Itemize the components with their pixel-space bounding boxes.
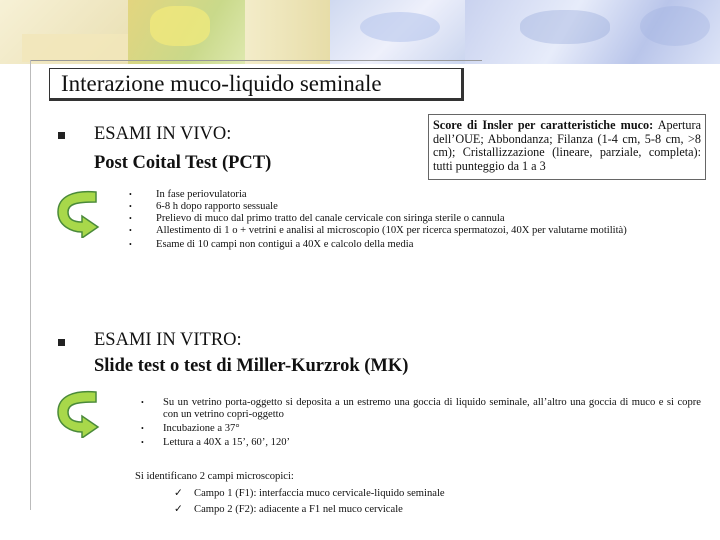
list-item: ✓ Campo 2 (F2): adiacente a F1 nel muco cervicale bbox=[174, 502, 445, 518]
dot-bullet-icon: • bbox=[129, 214, 132, 223]
list-item: • Prelievo di muco dal primo tratto del canale cervicale con siringa sterile o cannula bbox=[129, 213, 505, 224]
dot-bullet-icon: • bbox=[129, 226, 132, 235]
square-bullet-icon bbox=[58, 339, 65, 346]
header-collage bbox=[0, 0, 720, 64]
dot-bullet-icon: • bbox=[141, 398, 144, 407]
list-item: • Incubazione a 37° bbox=[141, 423, 240, 434]
section1-subheading: Post Coital Test (PCT) bbox=[94, 153, 272, 173]
fields-list bbox=[174, 486, 445, 518]
list-item: • In fase periovulatoria bbox=[129, 189, 247, 200]
u-turn-arrow-icon bbox=[52, 182, 102, 238]
square-bullet-icon bbox=[58, 132, 65, 139]
frame-line-top bbox=[30, 60, 482, 61]
list-item: • Su un vetrino porta-oggetto si deposita a un estremo una goccia di liquido seminale, all’altro una goccia di muco e si copre con un vetrino copri-oggetto bbox=[141, 397, 701, 420]
dot-bullet-icon: • bbox=[129, 240, 132, 249]
fields-intro: Si identificano 2 campi microscopici: bbox=[135, 471, 294, 482]
section2-heading: ESAMI IN VITRO: bbox=[94, 330, 242, 350]
note-bold: Score di Insler per caratteristiche muco: bbox=[433, 118, 654, 132]
check-mark-icon: ✓ bbox=[174, 488, 183, 499]
note-text: Apertura dell’OUE; Abbondanza; Filanza (1-4 cm, 5-8 cm, >8 cm); Cristallizzazione (lineare, parziale, completa): tutti punteggio da 1 a 3 bbox=[433, 118, 701, 173]
list-item: • Esame di 10 campi non contigui a 40X e calcolo della media bbox=[129, 239, 414, 250]
u-turn-arrow-icon bbox=[52, 382, 102, 438]
dot-bullet-icon: • bbox=[141, 424, 144, 433]
list-item: ✓ Campo 1 (F1): interfaccia muco cervicale-liquido seminale bbox=[174, 486, 445, 502]
section1-bullets bbox=[129, 189, 676, 251]
insler-score-note bbox=[428, 114, 706, 180]
dot-bullet-icon: • bbox=[129, 190, 132, 199]
list-item: • Lettura a 40X a 15’, 60’, 120’ bbox=[141, 437, 291, 448]
dot-bullet-icon: • bbox=[129, 202, 132, 211]
section2-subheading: Slide test o test di Miller-Kurzrok (MK) bbox=[94, 356, 409, 376]
frame-line-left bbox=[30, 60, 31, 510]
dot-bullet-icon: • bbox=[141, 438, 144, 447]
slide-title: Interazione muco-liquido seminale bbox=[49, 68, 464, 101]
section1-heading: ESAMI IN VIVO: bbox=[94, 124, 232, 144]
check-mark-icon: ✓ bbox=[174, 504, 183, 515]
section2-bullets bbox=[141, 397, 701, 449]
list-item: • 6-8 h dopo rapporto sessuale bbox=[129, 201, 278, 212]
list-item: • Allestimento di 1 o + vetrini e analisi al microscopio (10X per ricerca spermatozoi, 40X per valutarne motilità) bbox=[129, 225, 627, 236]
